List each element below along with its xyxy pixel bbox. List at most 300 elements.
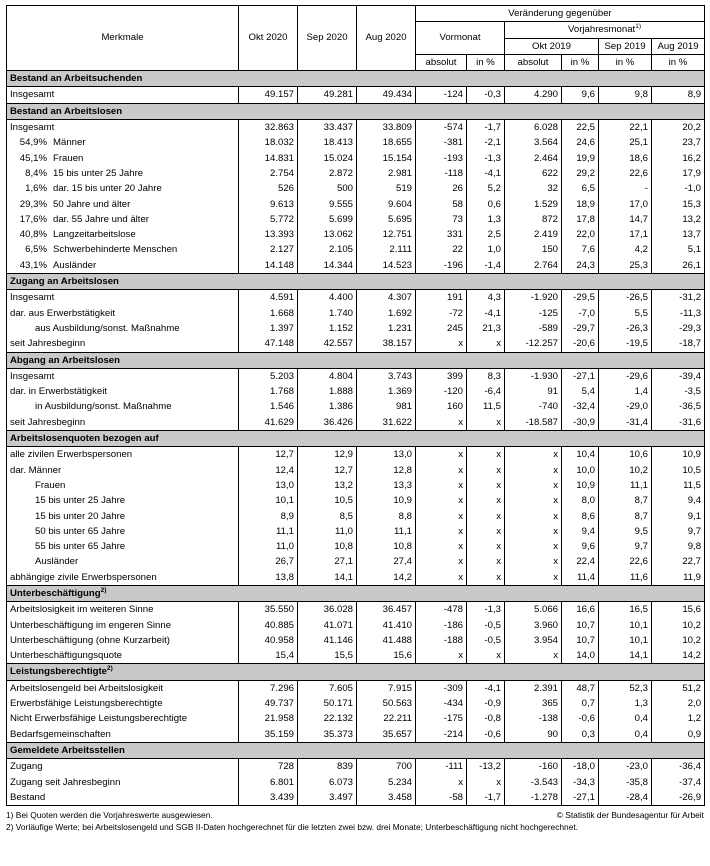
table-row <box>7 711 705 726</box>
table-cell: 14,1 <box>298 570 357 586</box>
header-inpct: in % <box>652 54 705 70</box>
table-cell: -72 <box>416 306 467 321</box>
table-cell: x <box>505 509 562 524</box>
table-cell: 50.563 <box>357 696 416 711</box>
table-cell: x <box>416 478 467 493</box>
table-cell: -309 <box>416 680 467 696</box>
table-cell: 9,1 <box>652 509 705 524</box>
header-inpct: in % <box>599 54 652 70</box>
table-cell: -11,3 <box>652 306 705 321</box>
table-cell: 9.555 <box>298 197 357 212</box>
table-cell: 8,7 <box>599 493 652 508</box>
table-cell: 14.831 <box>239 151 298 166</box>
table-cell: 5,5 <box>599 306 652 321</box>
table-cell: 8,9 <box>652 87 705 103</box>
table-cell: 26,1 <box>652 258 705 274</box>
table-cell: 500 <box>298 181 357 196</box>
table-cell: -31,2 <box>652 290 705 306</box>
table-cell: 31.622 <box>357 415 416 431</box>
table-cell: 1.397 <box>239 321 298 336</box>
table-cell: -58 <box>416 790 467 806</box>
row-label: aus Ausbildung/sonst. Maßnahme <box>7 321 239 336</box>
table-cell: -0,6 <box>467 727 505 743</box>
header-aug2020: Aug 2020 <box>357 6 416 71</box>
table-cell: -4,1 <box>467 166 505 181</box>
table-cell: 15.024 <box>298 151 357 166</box>
table-cell: -34,3 <box>562 775 599 790</box>
row-label: seit Jahresbeginn <box>7 415 239 431</box>
row-share: 54,9% <box>19 137 47 149</box>
table-cell: 5.772 <box>239 212 298 227</box>
table-cell: 0,4 <box>599 711 652 726</box>
table-cell: 9,4 <box>652 493 705 508</box>
table-row <box>7 509 705 524</box>
table-cell: 2.391 <box>505 680 562 696</box>
table-row <box>7 290 705 306</box>
table-cell: 13,2 <box>298 478 357 493</box>
row-label: 15 bis unter 20 Jahre <box>7 509 239 524</box>
table-cell: 10,1 <box>599 618 652 633</box>
table-cell: x <box>467 570 505 586</box>
table-cell: 22,0 <box>562 227 599 242</box>
table-row <box>7 790 705 806</box>
table-cell: 1.888 <box>298 384 357 399</box>
table-cell: 26,7 <box>239 554 298 569</box>
table-cell: 9,8 <box>652 539 705 554</box>
table-cell: 32 <box>505 181 562 196</box>
table-cell: 22,4 <box>562 554 599 569</box>
table-cell: x <box>467 509 505 524</box>
table-cell: 10,1 <box>599 633 652 648</box>
table-cell: -1,7 <box>467 120 505 136</box>
table-cell: 35.159 <box>239 727 298 743</box>
table-cell: 10,9 <box>652 447 705 463</box>
statistics-report <box>6 5 704 833</box>
table-row <box>7 120 705 136</box>
table-row <box>7 727 705 743</box>
table-cell: 11,1 <box>239 524 298 539</box>
table-cell: -1.920 <box>505 290 562 306</box>
row-label: Unterbeschäftigung im engeren Sinne <box>7 618 239 633</box>
table-cell: 7.605 <box>298 680 357 696</box>
header-vormonat: Vormonat <box>416 22 505 55</box>
table-cell: 13,0 <box>357 447 416 463</box>
table-row <box>7 242 705 257</box>
table-cell: 10,5 <box>652 463 705 478</box>
row-label: Ausländer <box>7 554 239 569</box>
section-header <box>7 742 705 758</box>
table-cell: 5,4 <box>562 384 599 399</box>
table-cell: x <box>505 478 562 493</box>
header-okt2020: Okt 2020 <box>239 6 298 71</box>
table-cell: - <box>599 181 652 196</box>
table-cell: x <box>416 539 467 554</box>
section-title: Arbeitslosenquoten bezogen auf <box>7 431 705 447</box>
table-cell: 22.132 <box>298 711 357 726</box>
section-header <box>7 71 705 87</box>
header-absolut: absolut <box>416 54 467 70</box>
table-cell: -381 <box>416 135 467 150</box>
table-cell: -19,5 <box>599 336 652 352</box>
row-label: 6,5% Schwerbehinderte Menschen <box>7 242 239 257</box>
table-cell: 872 <box>505 212 562 227</box>
table-cell: 21,3 <box>467 321 505 336</box>
row-label: 29,3% 50 Jahre und älter <box>7 197 239 212</box>
row-label: 55 bis unter 65 Jahre <box>7 539 239 554</box>
section-title: Bestand an Arbeitsuchenden <box>7 71 705 87</box>
table-cell: -1,7 <box>467 790 505 806</box>
table-cell: 9.604 <box>357 197 416 212</box>
table-row <box>7 618 705 633</box>
table-cell: 11,4 <box>562 570 599 586</box>
table-cell: 14,7 <box>599 212 652 227</box>
table-cell: 4,2 <box>599 242 652 257</box>
table-cell: x <box>416 415 467 431</box>
table-cell: -31,6 <box>652 415 705 431</box>
table-cell: 7.296 <box>239 680 298 696</box>
table-cell: 4.804 <box>298 368 357 384</box>
table-cell: -1,3 <box>467 602 505 618</box>
table-cell: x <box>416 570 467 586</box>
table-cell: -23,0 <box>599 759 652 775</box>
table-cell: 8,6 <box>562 509 599 524</box>
table-cell: -12.257 <box>505 336 562 352</box>
table-cell: 1,3 <box>467 212 505 227</box>
row-share: 1,6% <box>25 183 47 195</box>
table-cell: -0,8 <box>467 711 505 726</box>
table-cell: -138 <box>505 711 562 726</box>
table-cell: -26,9 <box>652 790 705 806</box>
table-cell: 5.234 <box>357 775 416 790</box>
table-row <box>7 493 705 508</box>
table-cell: 17,1 <box>599 227 652 242</box>
table-cell: -574 <box>416 120 467 136</box>
table-cell: 4.307 <box>357 290 416 306</box>
table-cell: 91 <box>505 384 562 399</box>
table-cell: 1.231 <box>357 321 416 336</box>
table-cell: 49.737 <box>239 696 298 711</box>
table-cell: 5,2 <box>467 181 505 196</box>
table-cell: x <box>467 775 505 790</box>
table-cell: 48,7 <box>562 680 599 696</box>
table-cell: -29,7 <box>562 321 599 336</box>
table-cell: -27,1 <box>562 368 599 384</box>
table-cell: 3.497 <box>298 790 357 806</box>
table-cell: 41.629 <box>239 415 298 431</box>
table-cell: -120 <box>416 384 467 399</box>
table-cell: 1.529 <box>505 197 562 212</box>
table-cell: 1,0 <box>467 242 505 257</box>
table-cell: 16,2 <box>652 151 705 166</box>
table-row <box>7 775 705 790</box>
table-cell: x <box>416 524 467 539</box>
table-cell: 11,1 <box>599 478 652 493</box>
row-label: in Ausbildung/sonst. Maßnahme <box>7 399 239 414</box>
table-cell: -4,1 <box>467 680 505 696</box>
table-cell: -27,1 <box>562 790 599 806</box>
table-cell: 11,0 <box>239 539 298 554</box>
table-cell: 5.695 <box>357 212 416 227</box>
table-cell: 10,6 <box>599 447 652 463</box>
table-cell: 12.751 <box>357 227 416 242</box>
table-row <box>7 181 705 196</box>
table-cell: 2.105 <box>298 242 357 257</box>
table-row <box>7 539 705 554</box>
table-cell: 22,7 <box>652 554 705 569</box>
header-sep2020: Sep 2020 <box>298 6 357 71</box>
row-share: 8,4% <box>25 167 47 179</box>
table-cell: 12,8 <box>357 463 416 478</box>
table-cell: 20,2 <box>652 120 705 136</box>
table-cell: 10,2 <box>652 633 705 648</box>
table-cell: 41.071 <box>298 618 357 633</box>
table-cell: 10,7 <box>562 618 599 633</box>
table-cell: 13,7 <box>652 227 705 242</box>
table-cell: x <box>416 509 467 524</box>
table-cell: 35.550 <box>239 602 298 618</box>
row-label: Insgesamt <box>7 368 239 384</box>
table-row <box>7 258 705 274</box>
table-cell: 10,9 <box>357 493 416 508</box>
table-cell: 13,2 <box>652 212 705 227</box>
table-cell: 700 <box>357 759 416 775</box>
table-cell: -31,4 <box>599 415 652 431</box>
table-cell: 26 <box>416 181 467 196</box>
table-cell: -0,3 <box>467 87 505 103</box>
table-cell: -175 <box>416 711 467 726</box>
table-cell: 27,4 <box>357 554 416 569</box>
table-cell: -124 <box>416 87 467 103</box>
row-share: 6,5% <box>25 244 47 256</box>
statistics-table <box>6 5 705 806</box>
table-cell: -1,0 <box>652 181 705 196</box>
table-row <box>7 368 705 384</box>
section-title: Abgang an Arbeitslosen <box>7 352 705 368</box>
row-label: alle zivilen Erwerbspersonen <box>7 447 239 463</box>
table-cell: x <box>505 648 562 664</box>
footnote-2: 2) Vorläufige Werte; bei Arbeitslosengeld und SGB II-Daten hochgerechnet für die letzten zwei bzw. drei Monate; Unterbeschäftigung nicht hochgerechnet. <box>6 822 579 833</box>
table-row <box>7 87 705 103</box>
table-cell: 4.400 <box>298 290 357 306</box>
table-cell: 11,5 <box>467 399 505 414</box>
table-row <box>7 696 705 711</box>
table-cell: 2.754 <box>239 166 298 181</box>
table-cell: 3.954 <box>505 633 562 648</box>
row-label: Insgesamt <box>7 290 239 306</box>
table-cell: 0,9 <box>652 727 705 743</box>
table-cell: 15,4 <box>239 648 298 664</box>
table-cell: 2.464 <box>505 151 562 166</box>
table-cell: -7,0 <box>562 306 599 321</box>
table-cell: 13.062 <box>298 227 357 242</box>
table-cell: 6,5 <box>562 181 599 196</box>
table-cell: 8,0 <box>562 493 599 508</box>
section-title: Leistungsberechtigte$^{2)}$ <box>7 664 705 680</box>
table-row <box>7 399 705 414</box>
table-cell: 331 <box>416 227 467 242</box>
section-title: Gemeldete Arbeitsstellen <box>7 742 705 758</box>
table-cell: 15,5 <box>298 648 357 664</box>
table-cell: 17,9 <box>652 166 705 181</box>
table-cell: 5,1 <box>652 242 705 257</box>
table-cell: x <box>467 524 505 539</box>
table-cell: -20,6 <box>562 336 599 352</box>
table-row <box>7 306 705 321</box>
table-cell: 41.146 <box>298 633 357 648</box>
table-cell: 18.655 <box>357 135 416 150</box>
table-row <box>7 384 705 399</box>
row-label: dar. aus Erwerbstätigkeit <box>7 306 239 321</box>
table-cell: 36.426 <box>298 415 357 431</box>
table-cell: 399 <box>416 368 467 384</box>
table-cell: 15.154 <box>357 151 416 166</box>
table-cell: 25,1 <box>599 135 652 150</box>
header-vorjahresmonat: Vorjahresmonat$^{1)}$ <box>505 22 705 38</box>
table-cell: x <box>467 447 505 463</box>
table-cell: 42.557 <box>298 336 357 352</box>
table-cell: -2,1 <box>467 135 505 150</box>
table-cell: 17,0 <box>599 197 652 212</box>
table-row <box>7 463 705 478</box>
table-cell: 10,8 <box>357 539 416 554</box>
table-cell: -118 <box>416 166 467 181</box>
table-cell: 4.591 <box>239 290 298 306</box>
table-cell: 7,6 <box>562 242 599 257</box>
row-label: Insgesamt <box>7 120 239 136</box>
table-cell: 49.434 <box>357 87 416 103</box>
table-cell: 14,0 <box>562 648 599 664</box>
table-cell: 23,7 <box>652 135 705 150</box>
table-cell: 1.740 <box>298 306 357 321</box>
table-cell: 3.743 <box>357 368 416 384</box>
table-cell: 32.863 <box>239 120 298 136</box>
copyright: © Statistik der Bundesagentur für Arbeit <box>556 810 704 821</box>
header-inpct: in % <box>467 54 505 70</box>
table-cell: 728 <box>239 759 298 775</box>
row-label: 1,6% dar. 15 bis unter 20 Jahre <box>7 181 239 196</box>
table-cell: -13,2 <box>467 759 505 775</box>
section-header <box>7 585 705 601</box>
table-cell: 22,6 <box>599 554 652 569</box>
table-cell: x <box>467 493 505 508</box>
row-label: Arbeitslosengeld bei Arbeitslosigkeit <box>7 680 239 696</box>
section-header <box>7 431 705 447</box>
table-cell: 13,0 <box>239 478 298 493</box>
table-cell: 13.393 <box>239 227 298 242</box>
table-cell: 1.668 <box>239 306 298 321</box>
table-cell: -196 <box>416 258 467 274</box>
table-cell: 8,5 <box>298 509 357 524</box>
table-cell: -740 <box>505 399 562 414</box>
table-cell: -18.587 <box>505 415 562 431</box>
row-share: 45,1% <box>19 152 47 164</box>
table-cell: -478 <box>416 602 467 618</box>
table-cell: 1.369 <box>357 384 416 399</box>
section-title: Unterbeschäftigung$^{2)}$ <box>7 585 705 601</box>
table-cell: 11,0 <box>298 524 357 539</box>
table-cell: 8,7 <box>599 509 652 524</box>
table-cell: 1.692 <box>357 306 416 321</box>
row-label: 40,8% Langzeitarbeitslose <box>7 227 239 242</box>
table-row <box>7 759 705 775</box>
table-cell: -29,6 <box>599 368 652 384</box>
table-cell: 6.028 <box>505 120 562 136</box>
table-cell: 9,6 <box>562 87 599 103</box>
table-row <box>7 212 705 227</box>
table-cell: 40.958 <box>239 633 298 648</box>
row-share: 29,3% <box>19 198 47 210</box>
row-label: Insgesamt <box>7 87 239 103</box>
row-label: 17,6% dar. 55 Jahre und älter <box>7 212 239 227</box>
row-label: 43,1% Ausländer <box>7 258 239 274</box>
table-cell: 8,9 <box>239 509 298 524</box>
row-label: Unterbeschäftigungsquote <box>7 648 239 664</box>
table-row <box>7 478 705 493</box>
table-row <box>7 135 705 150</box>
row-label: seit Jahresbeginn <box>7 336 239 352</box>
table-cell: -29,3 <box>652 321 705 336</box>
row-label: Erwerbsfähige Leistungsberechtigte <box>7 696 239 711</box>
table-cell: 10,0 <box>562 463 599 478</box>
table-cell: 9,7 <box>652 524 705 539</box>
table-row <box>7 166 705 181</box>
table-cell: -32,4 <box>562 399 599 414</box>
header-sep2019: Sep 2019 <box>599 38 652 54</box>
table-cell: 1,2 <box>652 711 705 726</box>
table-cell: 1.546 <box>239 399 298 414</box>
table-cell: 2,5 <box>467 227 505 242</box>
row-label: Unterbeschäftigung (ohne Kurzarbeit) <box>7 633 239 648</box>
table-cell: 6.801 <box>239 775 298 790</box>
header-okt2019: Okt 2019 <box>505 38 599 54</box>
table-cell: 15,6 <box>357 648 416 664</box>
table-cell: 47.148 <box>239 336 298 352</box>
row-share: 43,1% <box>19 259 47 271</box>
table-cell: 73 <box>416 212 467 227</box>
table-cell: -186 <box>416 618 467 633</box>
table-cell: 7.915 <box>357 680 416 696</box>
table-cell: 8,3 <box>467 368 505 384</box>
row-share: 17,6% <box>19 213 47 225</box>
table-cell: 2.111 <box>357 242 416 257</box>
table-cell: -28,4 <box>599 790 652 806</box>
table-cell: x <box>505 539 562 554</box>
table-cell: 25,3 <box>599 258 652 274</box>
section-title: Zugang an Arbeitslosen <box>7 274 705 290</box>
table-row <box>7 554 705 569</box>
table-cell: 12,7 <box>239 447 298 463</box>
table-cell: x <box>416 336 467 352</box>
table-cell: 14.148 <box>239 258 298 274</box>
table-row <box>7 197 705 212</box>
table-cell: 18.413 <box>298 135 357 150</box>
table-cell: -37,4 <box>652 775 705 790</box>
table-cell: -30,9 <box>562 415 599 431</box>
table-cell: -193 <box>416 151 467 166</box>
row-label: dar. in Erwerbstätigkeit <box>7 384 239 399</box>
table-cell: 40.885 <box>239 618 298 633</box>
table-cell: 4.290 <box>505 87 562 103</box>
table-cell: 839 <box>298 759 357 775</box>
table-cell: 11,1 <box>357 524 416 539</box>
table-cell: x <box>505 554 562 569</box>
table-cell: x <box>467 463 505 478</box>
table-cell: 2.981 <box>357 166 416 181</box>
table-cell: -214 <box>416 727 467 743</box>
row-label: Zugang <box>7 759 239 775</box>
table-cell: 35.373 <box>298 727 357 743</box>
table-row <box>7 151 705 166</box>
